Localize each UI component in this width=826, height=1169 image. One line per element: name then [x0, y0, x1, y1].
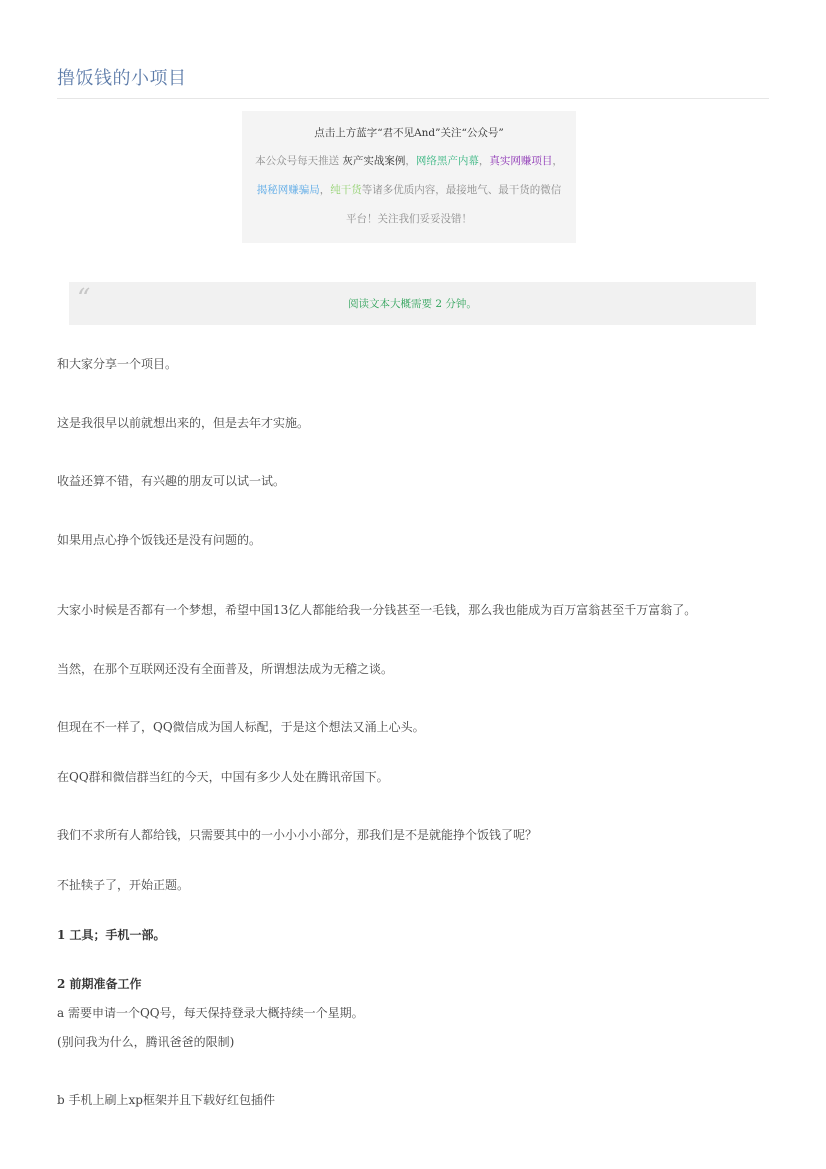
paragraph: 如果用点心挣个饭钱还是没有问题的。	[57, 533, 262, 547]
reading-time-quote	[69, 282, 756, 325]
step-2a: a 需要申请一个QQ号，每天保持登录大概持续一个星期。	[57, 1006, 364, 1020]
promo-headline: 点击上方蓝字“君不见And”关注“公众号”	[314, 127, 504, 139]
title-divider	[57, 98, 769, 99]
reading-time-text: 阅读文本大概需要 2 分钟。	[348, 298, 477, 310]
paragraph: 不扯犊子了，开始正题。	[57, 878, 190, 892]
promo-separator: ，	[552, 155, 563, 167]
promo-box	[242, 111, 576, 243]
paragraph: 我们不求所有人都给钱，只需要其中的一小小小小部分，那我们是不是就能挣个饭钱了呢？	[57, 828, 538, 842]
promo-separator: ，	[319, 184, 331, 196]
quote-mark-icon: “	[77, 284, 91, 314]
paragraph: 大家小时候是否都有一个梦想，希望中国13亿人都能给我一分钱甚至一毛钱，那么我也能成为百万富翁甚至千万富翁了。	[57, 603, 697, 617]
paragraph: 收益还算不错，有兴趣的朋友可以试一试。	[57, 474, 286, 488]
step-2b: b 手机上刷上xp框架并且下载好红包插件	[57, 1093, 275, 1107]
promo-highlight-pure: 纯干货	[330, 184, 362, 196]
promo-separator: ，	[405, 155, 416, 167]
article-title: 撸饭钱的小项目	[57, 68, 187, 89]
paragraph: 在QQ群和微信群当红的今天，中国有多少人处在腾讯帝国下。	[57, 770, 389, 784]
promo-highlight-real-project: 真实网赚项目	[489, 155, 553, 167]
paragraph: 但现在不一样了，QQ微信成为国人标配，于是这个想法又涌上心头。	[57, 720, 425, 734]
promo-separator: ，	[478, 155, 490, 167]
promo-highlight-scam: 揭秘网赚骗局	[256, 184, 320, 196]
paragraph: 和大家分享一个项目。	[57, 357, 178, 371]
promo-highlight-inside: 网络黑产内幕	[415, 155, 479, 167]
promo-text-tail: 等诸多优质内容，最接地气、最干货的微信平台！关注我们妥妥没错！	[346, 184, 562, 225]
paragraph: 当然，在那个互联网还没有全面普及，所谓想法成为无稽之谈。	[57, 662, 394, 676]
step-2a-note: (别问我为什么，腾讯爸爸的限制)	[57, 1035, 235, 1049]
promo-text: 本公众号每天推送	[255, 155, 340, 167]
promo-description	[252, 147, 566, 234]
promo-highlight-gray-case: 灰产实战案例	[342, 155, 406, 167]
step-1-heading: 1 工具；手机一部。	[57, 928, 166, 942]
paragraph: 这是我很早以前就想出来的，但是去年才实施。	[57, 416, 310, 430]
step-2-heading: 2 前期准备工作	[57, 977, 142, 991]
